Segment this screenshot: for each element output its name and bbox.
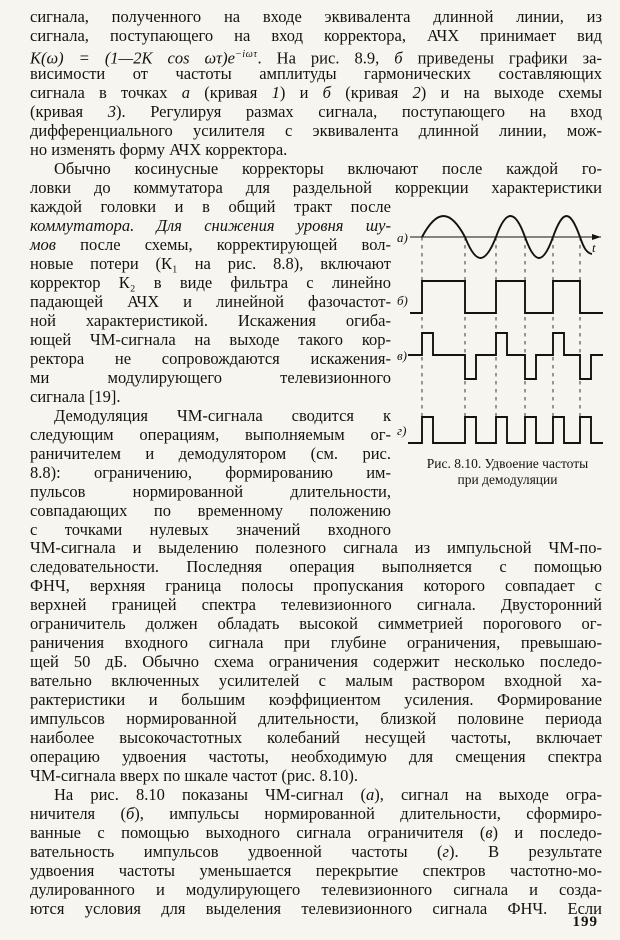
text-line: раничения входного сигнала при глубине ограничения, превышаю-	[30, 633, 602, 652]
text-line: мов после схемы, корректирующей вол-	[30, 235, 391, 254]
text-line: ничителя (б), импульсы нормированной длительности, сформиро-	[30, 804, 603, 823]
text-line: ной характеристикой. Искажения огиба-	[30, 311, 391, 330]
waveform-b-limiter-output	[397, 281, 603, 313]
bipolar-pulses	[408, 333, 603, 379]
text-line: K(ω) = (1—2K $\cos \omega\tau)e^{-i\omega\tau}$. На рис. 8.9, б приведены графики за-	[30, 48, 602, 68]
text-line: дифференциального усилителя с эквивалента длинной линии, мож-	[30, 121, 602, 140]
figure-8-10	[397, 193, 618, 488]
waveform-g-label: г)	[397, 423, 407, 438]
text-line: удвоения частоты уменьшается перекрытие спектров частотно-мо-	[30, 861, 602, 880]
paragraph-block-column	[30, 197, 391, 539]
text-line: наиболее высокочастотных колебаний несущей частоты, включает	[30, 728, 602, 747]
text-line: каждой головки и в общий тракт после	[30, 197, 391, 216]
waveform-a-label: а)	[397, 230, 408, 245]
doubled-pulses	[408, 417, 603, 443]
text-line: ются условия для выделения телевизионного сигнала ФНЧ. Если	[30, 899, 602, 918]
text-line: следовательности. Последняя операция выполняется с помощью	[30, 557, 602, 576]
text-line: но изменять форму АЧХ корректора.	[30, 140, 288, 159]
text-line: коммутатора. Для снижения уровня шу-	[30, 216, 391, 235]
text-line: 8.8): ограничению, формированию им-	[30, 463, 391, 482]
text-line: ющей ЧМ-сигнала на выходе такого кор-	[30, 330, 391, 349]
text-line: пульсов нормированной длительности,	[30, 482, 391, 501]
text-line: верхней границей спектра телевизионного сигнала. Двусторонний	[30, 595, 602, 614]
text-line: новые потери (К₁ на рис. 8.8), включают	[30, 254, 391, 273]
text-line: сигнала в точках а (кривая 1) и б (кривая 2) и на выходе схемы	[30, 83, 603, 102]
text-line: ограничитель должен обладать высокой симметрией порогового ог-	[30, 614, 602, 633]
text-line: Обычно косинусные корректоры включают после каждой го-	[54, 159, 602, 178]
text-line: ловки до коммутатора для раздельной коррекции характеристики	[30, 178, 602, 197]
text-line: раничителем и демодулятором (см. рис.	[30, 444, 391, 463]
text-line: На рис. 8.10 показаны ЧМ-сигнал (а), сигнал на выходе огра-	[54, 785, 602, 804]
figure-caption-line2: при демодуляции	[457, 472, 558, 487]
text-line: Демодуляция ЧМ-сигнала сводится к	[54, 406, 391, 425]
text-line: вательность импульсов удвоенной частоты (г). В результате	[30, 842, 602, 861]
figure-caption-line1: Рис. 8.10. Удвоение частоты	[426, 456, 589, 471]
paragraph-block-bottom	[30, 538, 602, 918]
waveform-b-label: б)	[397, 293, 408, 308]
text-line: ЧМ-сигнала вверх по шкале частот (рис. 8.10).	[30, 766, 359, 785]
text-line: корректор К₂ в виде фильтра с линейно	[30, 273, 391, 292]
text-line: ми модулирующего телевизионного	[30, 368, 391, 387]
text-line: совпадающих по временному положению	[30, 501, 391, 520]
waveform-g-doubled-frequency	[397, 417, 603, 443]
text-line: с точками нулевых значений входного	[30, 520, 391, 539]
text-line: ЧМ-сигнала и выделению полезного сигнала из импульсной ЧМ-по-	[30, 538, 602, 557]
time-axis-label: t	[592, 240, 596, 255]
paragraph-block-top	[30, 7, 602, 197]
text-line: операцию удвоения частоты, необходимую для смещения спектра	[30, 747, 602, 766]
text-line: падающей АЧХ и линейной фазочастот-	[30, 292, 391, 311]
text-line: ванные с помощью выходного сигнала ограничителя (в) и последо-	[30, 823, 603, 842]
waveform-v-label: в)	[397, 348, 407, 363]
text-line: (кривая 3). Регулируя размах сигнала, поступающего на вход	[30, 102, 602, 121]
text-line: ректора не сопровождаются искажения-	[30, 349, 391, 368]
text-line: импульсов нормированной длительности, близкой половине периода	[30, 709, 602, 728]
waveform-diagram	[397, 193, 618, 451]
text-line: рактеристики и большим коэффициентом усиления. Формирование	[30, 690, 602, 709]
text-line: висимости от частоты амплитуды гармонических составляющих	[30, 64, 602, 83]
figure-caption	[397, 456, 618, 488]
text-line: вательно включенных усилителей с малым раствором входной ха-	[30, 671, 602, 690]
text-line: щей 50 дБ. Обычно схема ограничения содержит несколько последо-	[30, 652, 602, 671]
waveform-a-fm-signal	[397, 216, 601, 258]
text-line: сигнала, поступающего на вход корректора, АЧХ принимает вид	[30, 26, 602, 45]
square-wave	[410, 281, 603, 313]
waveform-v-normalized-pulses	[397, 333, 603, 379]
text-line: сигнала, полученного на входе эквивалента длинной линии, из	[30, 7, 602, 26]
dashed-guide-lines	[422, 237, 580, 445]
text-line: ФНЧ, верхняя граница полосы пропускания которого совпадает с	[30, 576, 602, 595]
page-number: 199	[572, 914, 598, 930]
text-line: сигнала [19].	[30, 387, 121, 406]
text-line: дулированного и модулирующего телевизионного сигнала и созда-	[30, 880, 602, 899]
text-line: следующим операциям, выполняемым ог-	[30, 425, 391, 444]
